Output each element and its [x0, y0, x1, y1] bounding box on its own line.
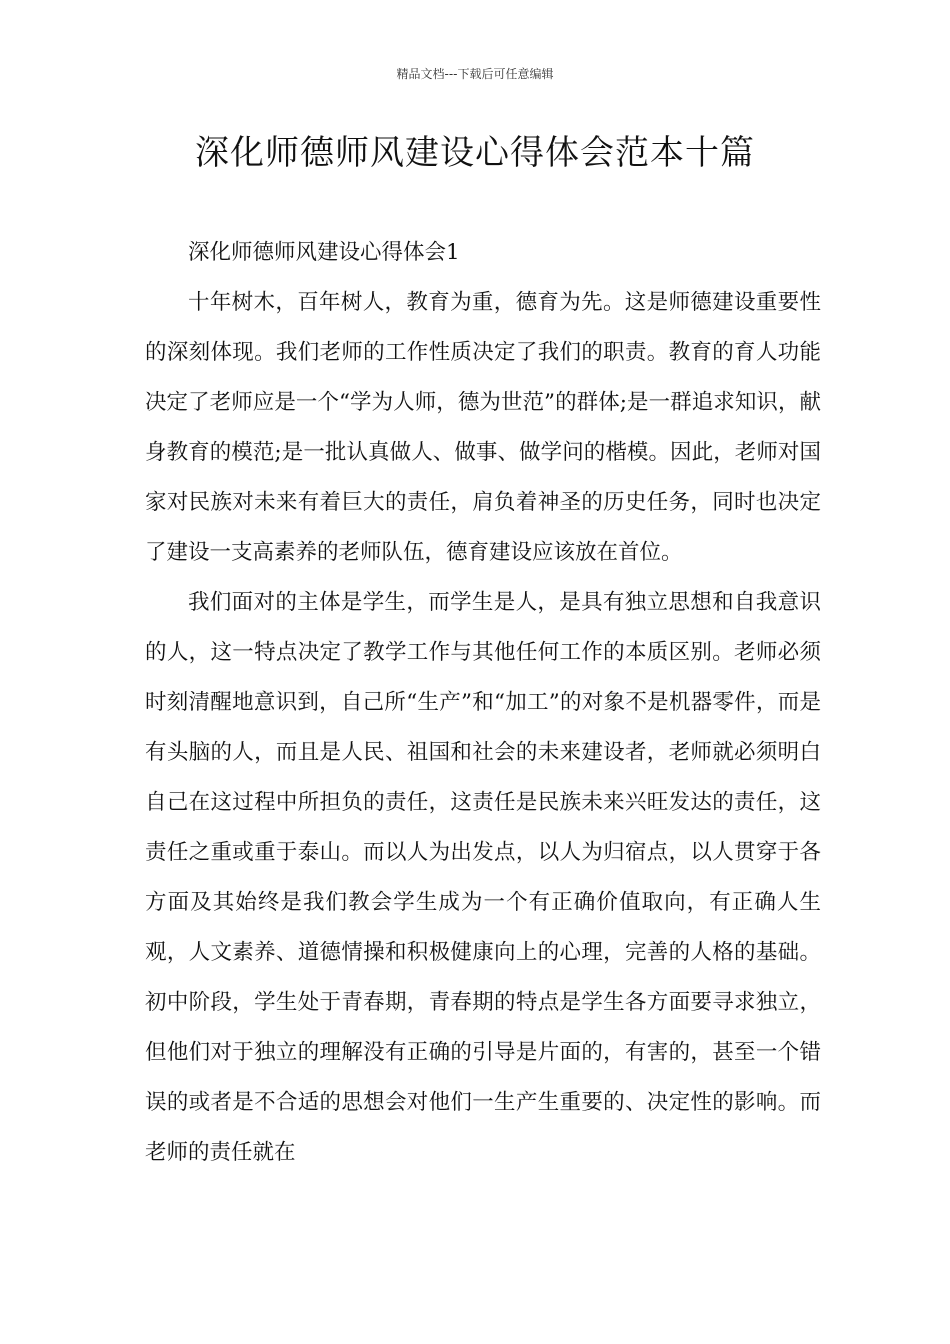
header-note: 精品文档---下载后可任意编辑	[396, 67, 554, 81]
paragraph: 我们面对的主体是学生，而学生是人，是具有独立思想和自我意识的人，这一特点决定了教学工作与其他任何工作的本质区别。老师必须时刻清醒地意识到，自己所“生产”和“加工”的对象不是机器零件，而是有头脑的人，而且是人民、祖国和社会的未来建设者，老师就必须明白自己在这过程中所担负的责任，这责任是民族未来兴旺发达的责任，这责任之重或重于泰山。而以人为出发点，以人为归宿点，以人贯穿于各方面及其始终是我们教会学生成为一个有正确价值取向，有正确人生观，人文素养、道德情操和积极健康向上的心理，完善的人格的基础。初中阶段，学生处于青春期，青春期的特点是学生各方面要寻求独立，但他们对于独立的理解没有正确的引导是片面的，有害的，甚至一个错误的或者是不合适的思想会对他们一生产生重要的、决定性的影响。而老师的责任就在	[145, 590, 821, 1165]
document-title: 深化师德师风建设心得体会范本十篇	[195, 133, 755, 173]
paragraph: 十年树木，百年树人，教育为重，德育为先。这是师德建设重要性的深刻体现。我们老师的工作性质决定了我们的职责。教育的育人功能决定了老师应是一个“学为人师，德为世范”的群体;是一群追求知识，献身教育的模范;是一批认真做人、做事、做学问的楷模。因此，老师对国家对民族对未来有着巨大的责任，肩负着神圣的历史任务，同时也决定了建设一支高素养的老师队伍，德育建设应该放在首位。	[145, 290, 821, 565]
section-heading: 深化师德师风建设心得体会1	[188, 240, 460, 265]
document-body	[145, 228, 821, 1178]
